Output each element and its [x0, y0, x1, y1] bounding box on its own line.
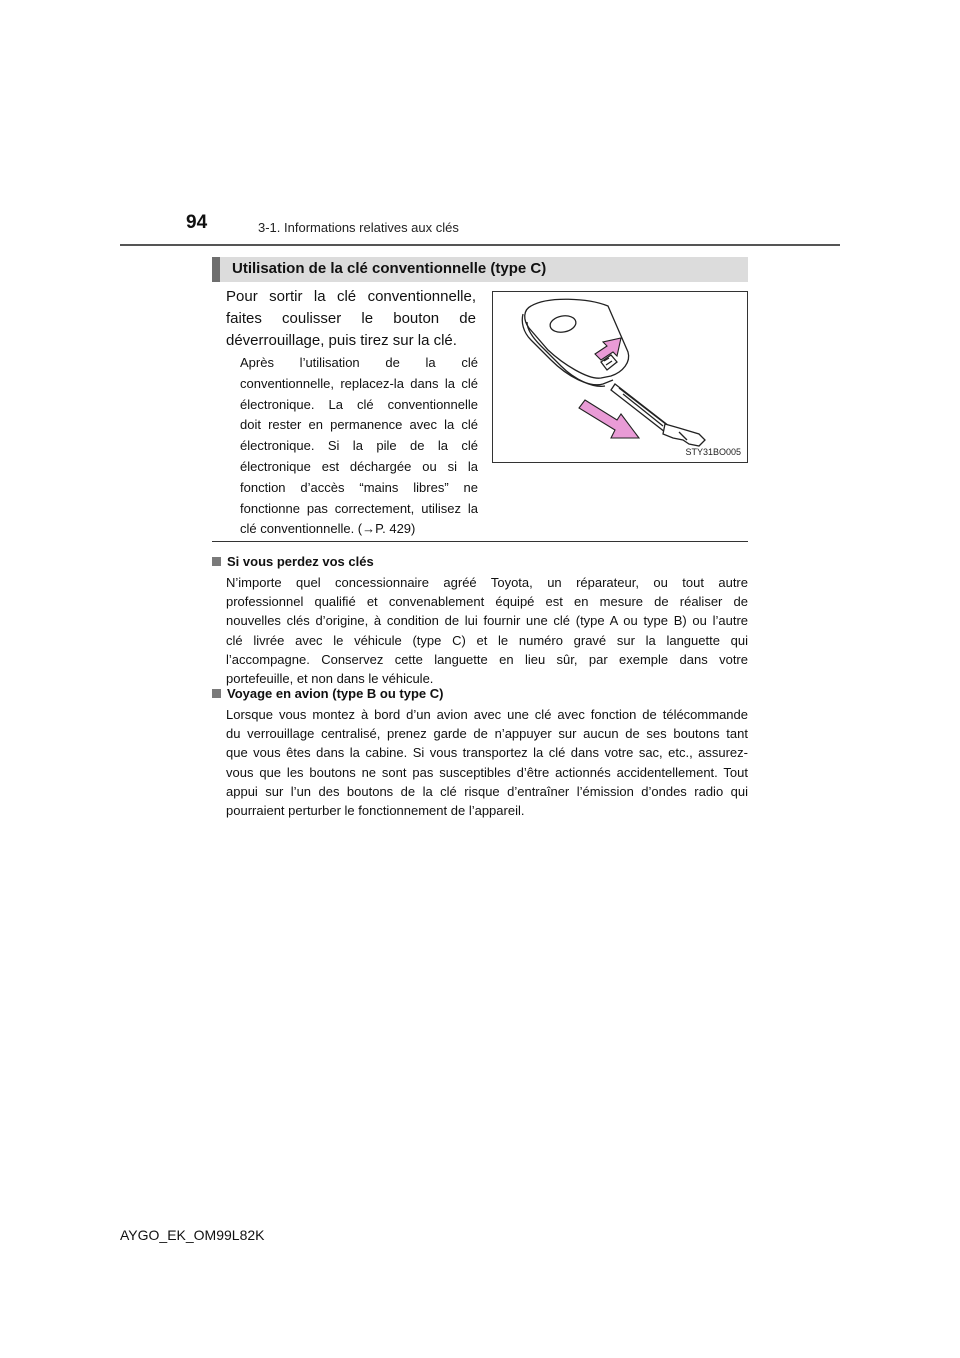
paragraph-line: appui sur l’un des boutons de la clé risque d’entraîner l’émission d’ondes radio qui [226, 783, 748, 799]
section-title: Utilisation de la clé conventionnelle (type C) [232, 260, 547, 277]
subheading-air-travel [212, 686, 443, 702]
note-line: électronique. La clé conventionnelle [240, 396, 478, 412]
paragraph-line: nouvelles clés d’origine, à condition de lui fournir une clé (type A ou type B) ou l’autre [226, 613, 748, 629]
note-paragraph [240, 353, 478, 540]
section-title-bar [212, 257, 748, 282]
paragraph-line: clé livrée avec le véhicule (type C) et le numéro gravé sur la languette qui [226, 632, 748, 648]
note-line: clé conventionnelle. (→P. 429) [240, 521, 416, 537]
subheading-text: Si vous perdez vos clés [227, 554, 374, 569]
key-illustration-drawing [493, 292, 747, 462]
page-number: 94 [186, 212, 208, 233]
paragraph-line: pourraient perturber le fonctionnement de l’appareil. [226, 803, 525, 819]
paragraph-line: du verrouillage centralisé, prenez garde de n’appuyer sur aucun de ses boutons tant [226, 726, 748, 742]
note-line: doit rester en permanence avec la clé [240, 417, 478, 433]
paragraph-lost-keys [226, 573, 748, 688]
header-divider [120, 244, 840, 246]
subheading-lost-keys [212, 554, 374, 570]
note-line: conventionnelle, replacez-la dans la clé [240, 375, 478, 391]
note-line: électronique. Si la pile de la clé [240, 438, 478, 454]
square-bullet-icon [212, 557, 221, 566]
instruction-line: faites coulisser le bouton de [226, 310, 476, 327]
paragraph-line: portefeuille, et non dans le véhicule. [226, 671, 434, 687]
note-line: électronique est déchargée ou si la [240, 458, 478, 474]
key-illustration [492, 291, 748, 463]
note-line: fonctionne pas correctement, utilisez la [240, 500, 478, 516]
section-header: 3-1. Informations relatives aux clés [258, 220, 459, 235]
instruction-line: déverrouillage, puis tirez sur la clé. [226, 332, 457, 349]
paragraph-air-travel [226, 705, 748, 820]
subheading-text: Voyage en avion (type B ou type C) [227, 686, 444, 701]
instruction-line: Pour sortir la clé conventionnelle, [226, 288, 476, 305]
main-instruction [226, 286, 476, 352]
pull-arrow-icon [579, 400, 639, 438]
paragraph-line: N’importe quel concessionnaire agréé Toyota, un réparateur, ou tout autre [226, 575, 748, 590]
document-code: AYGO_EK_OM99L82K [120, 1227, 265, 1243]
figure-code: STY31BO005 [685, 447, 741, 457]
paragraph-line: vous que les boutons ne sont pas susceptibles d’être actionnés accidentellement. Tout [226, 764, 748, 780]
square-bullet-icon [212, 689, 221, 698]
paragraph-line: Lorsque vous montez à bord d’un avion avec une clé avec fonction de télécommande [226, 707, 748, 722]
paragraph-line: que vous êtes dans la cabine. Si vous transportez la clé dans votre sac, etc., assurez- [226, 745, 748, 761]
section-divider [212, 541, 748, 542]
paragraph-line: professionnel qualifié et convenablement équipé est en mesure de réaliser de [226, 594, 748, 610]
note-line: Après l’utilisation de la clé [240, 355, 478, 370]
paragraph-line: l’accompagne. Conservez cette languette en lieu sûr, par exemple dans votre [226, 651, 748, 667]
note-line: fonction d’accès “mains libres” ne [240, 479, 478, 495]
